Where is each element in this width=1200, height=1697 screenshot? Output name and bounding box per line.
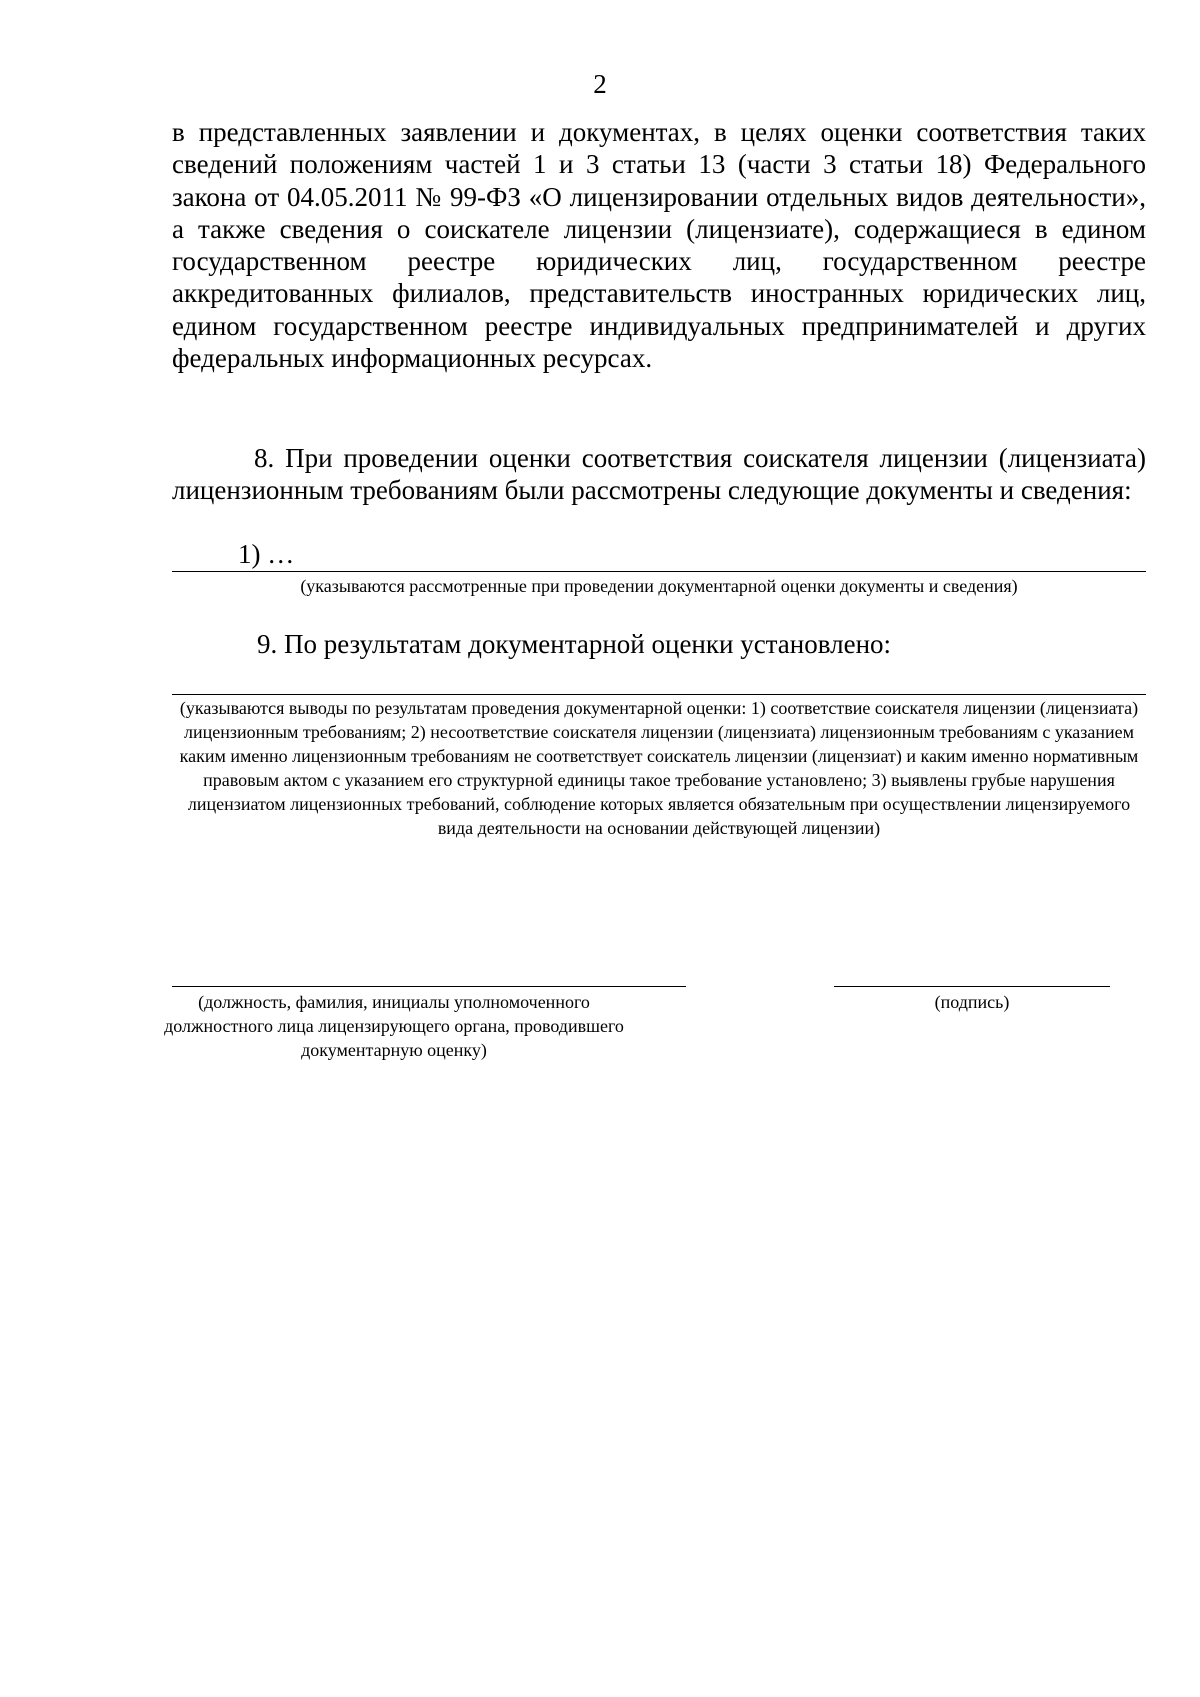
signature-line [834,986,1110,987]
page-number: 2 [593,69,607,99]
conclusions-line [172,694,1146,695]
position-hint: (должность, фамилия, инициалы уполномоченного должностного лица лицензирующего органа, проводившего документарную оценку) [164,992,624,1060]
conclusions-hint: (указываются выводы по результатам проведения документарной оценки: 1) соответствие соискателя лицензии (лицензиата) лицензионным требованиям; 2) несоответствие соискателя лицензии (лицензиата) лицензионным требованиям с указанием каким именно лицензионным требованиям не соответствует соискатель лицензии (лицензиат) и каким именно нормативным правовым актом с указанием его структурной единицы такое требование установлено; 3) выявлены грубые нарушения лицензиатом лицензионных требований, соблюдение которых является обязательным при осуществлении лицензируемого вида деятельности на основании действующей лицензии) [179,698,1139,838]
section-8-paragraph: 8. При проведении оценки соответствия соискателя лицензии (лицензиата) лицензионным требованиям были рассмотрены следующие документы и сведения: [172,443,1146,506]
section-8-item-1: 1) … [238,539,295,569]
paragraph-continuation: в представленных заявлении и документах, в целях оценки соответствия таких сведений положениям частей 1 и 3 статьи 13 (части 3 статьи 18) Федерального закона от 04.05.2011 № 99-ФЗ «О лицензировании отдельных видов деятельности», а также сведения о соискателе лицензии (лицензиате), содержащиеся в едином государственном реестре юридических лиц, государственном реестре аккредитованных филиалов, представительств иностранных юридических лиц, едином государственном реестре индивидуальных предпринимателей и других федеральных информационных ресурсах. [172,117,1146,374]
signature-hint: (подпись) [934,992,1010,1012]
section-9-heading: 9. По результатам документарной оценки установлено: [257,629,892,659]
position-signature-line [172,986,686,987]
section-8-item-line [172,538,1146,572]
documents-hint: (указываются рассмотренные при проведении документарной оценки документы и сведения) [300,576,1018,596]
